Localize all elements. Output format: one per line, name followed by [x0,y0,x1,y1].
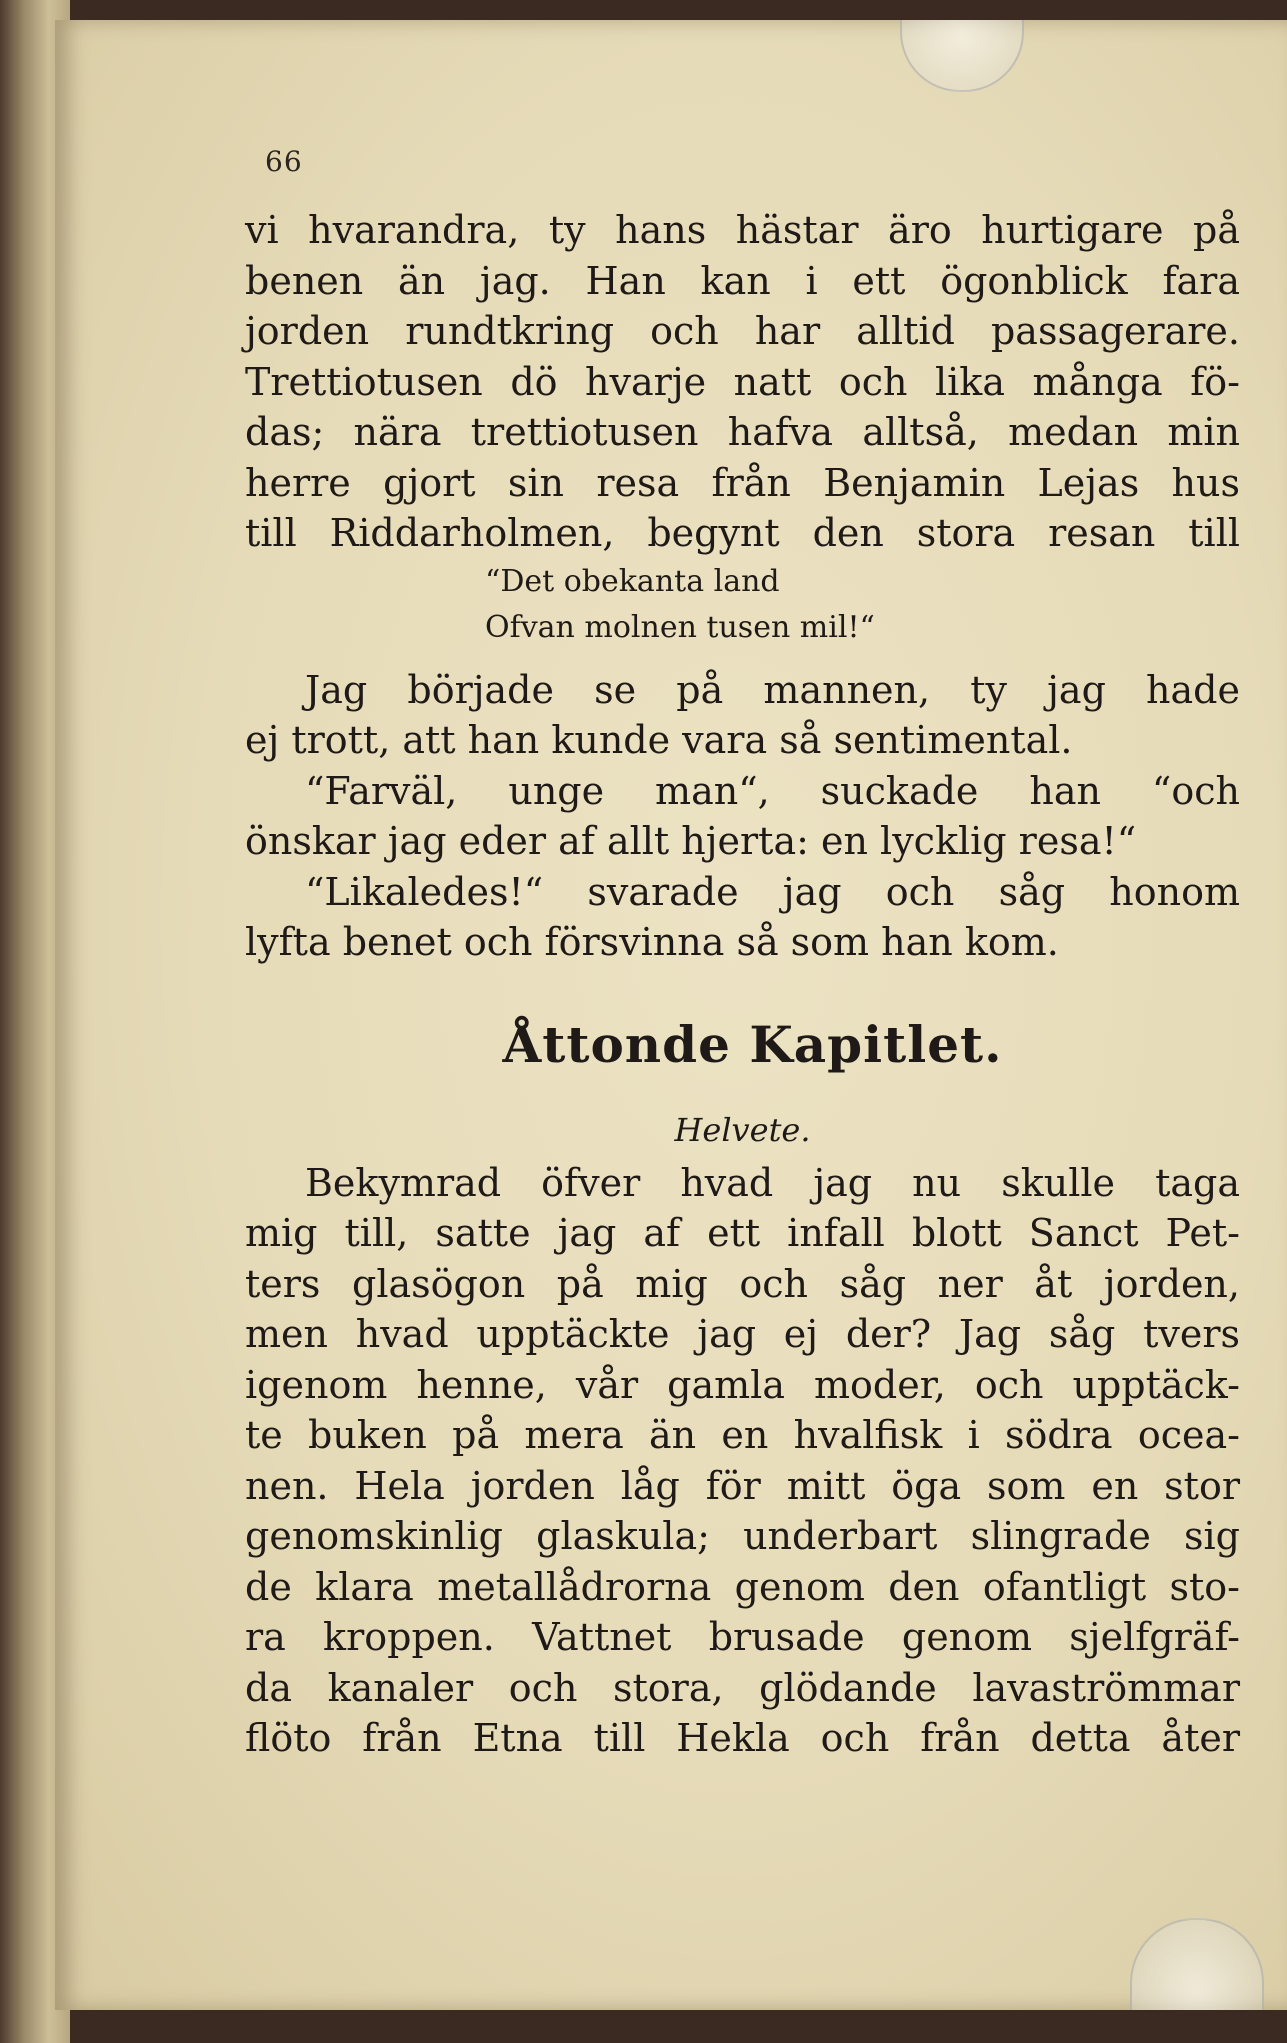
text-line: Trettiotusen dö hvarje natt och lika många fö- [245,359,1240,404]
text-line: ra kroppen. Vattnet brusade genom sjelfgräf- [245,1615,1240,1659]
text-line: “Farväl, unge man“, suckade han “och [305,768,1240,813]
chapter-subtitle: Helvete. [674,1110,811,1149]
text-line: Bekymrad öfver hvad jag nu skulle taga [305,1160,1240,1205]
text-line: lyfta benet och försvinna så som han kom. [245,920,1059,964]
text-line: benen än jag. Han kan i ett ögonblick fara [245,258,1240,303]
page-number: 66 [265,145,303,178]
text-line: das; nära trettiotusen hafva alltså, medan min [245,410,1240,454]
text-line: ters glasögon på mig och såg ner åt jorden, [245,1261,1240,1306]
text-line: genomskinlig glaskula; underbart slingrade sig [245,1514,1240,1558]
chapter-heading: Åttonde Kapitlet. [502,1014,1003,1074]
page-text [245,205,1240,1764]
spacer [245,651,1240,665]
text-line: jorden rundtkring och har alltid passagerare. [245,309,1240,353]
verse-line: “Det obekanta land [485,563,780,599]
text-line: de klara metallådrorna genom den ofantligt sto- [245,1564,1240,1609]
text-line: till Riddarholmen, begynt den stora resan till [245,511,1240,555]
page-clip-bottom [1130,1918,1264,2010]
text-line: men hvad upptäckte jag ej der? Jag såg tvers [245,1312,1240,1356]
text-line: “Likaledes!“ svarade jag och såg honom [305,869,1240,914]
text-line: herre gjort sin resa från Benjamin Lejas hus [245,460,1240,505]
text-line: Jag började se på mannen, ty jag hade [305,667,1240,712]
text-line: nen. Hela jorden låg för mitt öga som en stor [245,1463,1240,1508]
text-line: da kanaler och stora, glödande lavaströmmar [245,1665,1240,1710]
text-line: önskar jag eder af allt hjerta: en lycklig resa!“ [245,819,1137,863]
text-line: ej trott, att han kunde vara så sentimental. [245,718,1073,762]
verse-line: Ofvan molnen tusen mil!“ [485,609,875,645]
text-line: flöto från Etna till Hekla och från detta åter [245,1716,1240,1760]
page-clip-top [900,20,1024,92]
text-line: te buken på mera än en hvalfisk i södra ocea- [245,1413,1240,1457]
text-line: vi hvarandra, ty hans hästar äro hurtigare på [245,208,1240,252]
text-line: igenom henne, vår gamla moder, och upptäck- [245,1362,1240,1407]
text-line: mig till, satte jag af ett infall blott Sanct Pet- [245,1211,1240,1255]
